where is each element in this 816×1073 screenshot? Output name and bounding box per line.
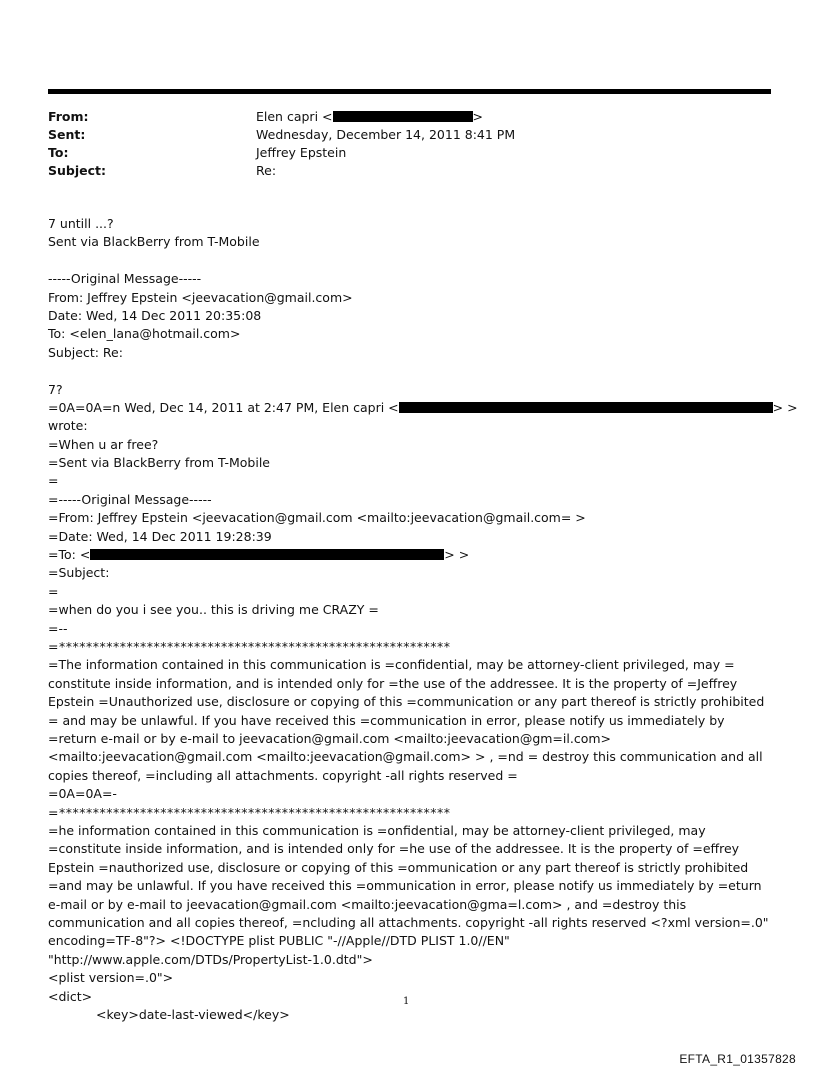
body-line: =From: Jeffrey Epstein <jeevacation@gmail.com <mailto:jeevacation@gmail.com= > (48, 510, 586, 526)
from-open: < (322, 109, 333, 124)
blank-line (48, 252, 773, 270)
body-line: Date: Wed, 14 Dec 2011 20:35:08 (48, 307, 262, 323)
sent-label: Sent: (48, 127, 86, 142)
body-line: To: <elen_lana@hotmail.com> (48, 326, 241, 342)
body-line: =When u ar free? (48, 436, 159, 452)
body-line: wrote: (48, 418, 88, 434)
body-line: =0A=0A=- (48, 786, 117, 802)
body-line: From: Jeffrey Epstein <jeevacation@gmail.com> (48, 289, 353, 305)
body-line: Sent via BlackBerry from T-Mobile (48, 234, 260, 250)
body-line (48, 399, 798, 417)
from-label: From: (48, 109, 89, 124)
body-line: <key>date-last-viewed</key> (96, 1007, 290, 1023)
separator-stars: =********************************************************** (48, 638, 451, 654)
from-value (256, 108, 483, 126)
body-text: =To: < (48, 547, 91, 563)
header-rule (48, 89, 771, 94)
body-text: =0A=0A=n Wed, Dec 14, 2011 at 2:47 PM, Elen capri < (48, 399, 399, 415)
redaction-bar (90, 549, 444, 560)
subject-value: Re: (256, 163, 277, 178)
bates-number: EFTA_R1_01357828 (679, 1052, 796, 1066)
body-line: =when do you i see you.. this is driving me CRAZY = (48, 602, 379, 618)
email-body (48, 215, 798, 1024)
body-line: -----Original Message----- (48, 271, 202, 287)
disclaimer-paragraph: =The information contained in this communication is =confidential, may be attorney-client privileged, may = constitute inside information, and is intended only for =the use of the addressee. It is the property of =Jeffrey Epstein =Unauthorized use, disclosure or copying of this =communication or any part thereof is strictly prohibited = and may be unlawful. If you have received this =communication in error, please notify us immediately by =return e-mail or by e-mail to jeevacation@gmail.com <mailto:jeevacation@gm=il.com> <mailto:jeevacation@gmail.com <mailto:jeevacation@gmail.com> > , =nd = destroy this communication and all copies thereof, =including all attachments. copyright -all rights reserved = (48, 657, 765, 783)
sent-value: Wednesday, December 14, 2011 8:41 PM (256, 127, 516, 142)
body-line: 7? (48, 381, 63, 397)
body-line: =Sent via BlackBerry from T-Mobile (48, 455, 270, 471)
body-line: =-- (48, 620, 68, 636)
body-text: > > (772, 399, 798, 415)
body-line: =-----Original Message----- (48, 491, 212, 507)
body-line: <plist version=.0"> (48, 970, 174, 986)
body-line: =Subject: (48, 565, 110, 581)
body-line: = (48, 583, 59, 599)
body-line: = (48, 473, 59, 489)
body-line: =Date: Wed, 14 Dec 2011 19:28:39 (48, 528, 272, 544)
body-text: > > (444, 547, 470, 563)
to-value: Jeffrey Epstein (256, 145, 347, 160)
blank-line (48, 362, 773, 380)
disclaimer-paragraph: =he information contained in this communication is =onfidential, may be attorney-client privileged, may =constitute inside information, and is intended only for =he use of the addressee. It is the property of =effrey Epstein =nauthorized use, disclosure or copying of this =ommunication or any part thereof is strictly prohibited =and may be unlawful. If you have received this =ommunication in error, please notify us immediately by =eturn e-mail or by e-mail to jeevacation@gmail.com <mailto:jeevacation@gma=l.com> , and =destroy this communication and all copies thereof, =ncluding all attachments. copyright -all rights reserved <?xml version=.0" encoding=TF-8"?> <!DOCTYPE plist PUBLIC "-//Apple//DTD PLIST 1.0//EN" "http://www.apple.com/DTDs/PropertyList-1.0.dtd"> (48, 823, 769, 967)
redaction-bar (333, 111, 473, 122)
body-line: <dict> (48, 988, 93, 1004)
to-label: To: (48, 145, 69, 160)
from-close: > (472, 109, 483, 124)
page-number: 1 (403, 996, 410, 1007)
body-line: Subject: Re: (48, 344, 123, 360)
from-name: Elen capri (256, 109, 319, 124)
body-line (48, 546, 773, 564)
body-line: 7 untill ...? (48, 216, 114, 231)
redaction-bar (399, 402, 773, 413)
separator-stars: =********************************************************** (48, 804, 451, 820)
subject-label: Subject: (48, 163, 106, 178)
